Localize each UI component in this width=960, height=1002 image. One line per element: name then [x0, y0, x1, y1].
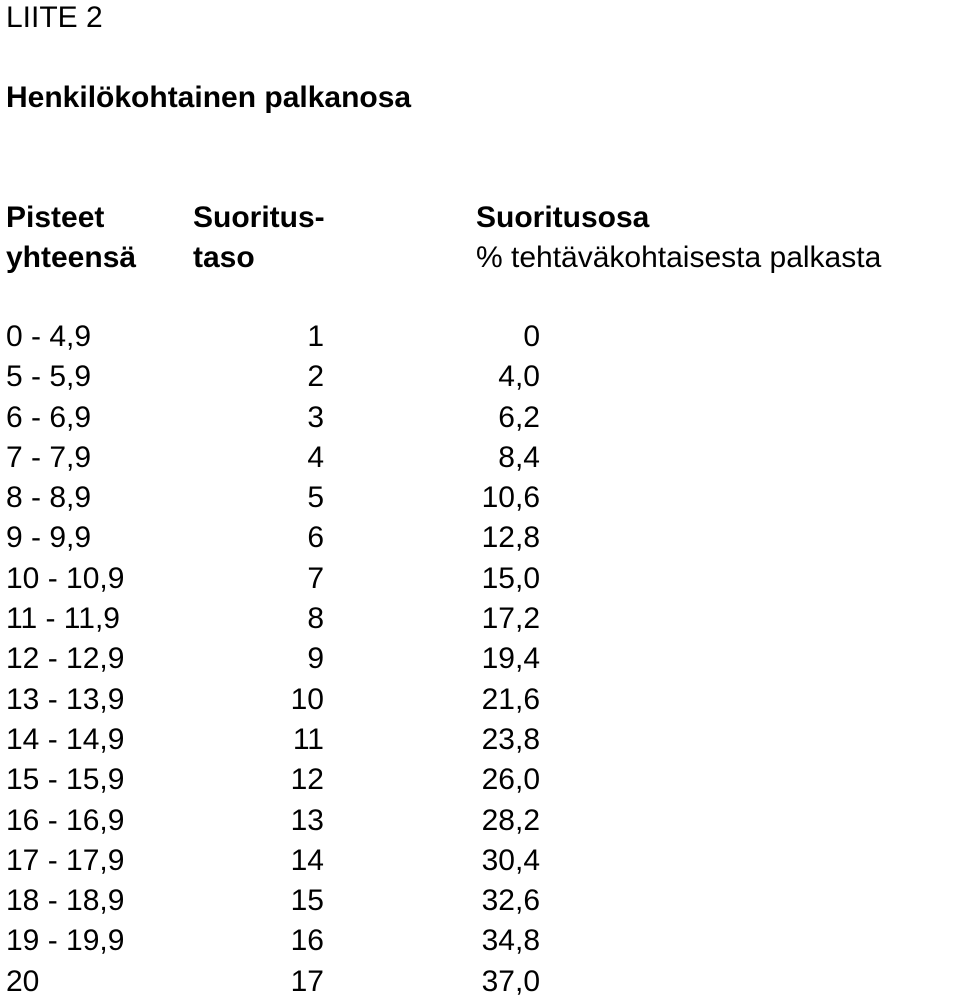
- performance-level-cell: 2: [307, 360, 324, 394]
- points-range-cell: 11 - 11,9: [6, 602, 120, 636]
- performance-level-cell: 7: [307, 561, 324, 595]
- table-row: [0, 357, 960, 397]
- points-range-cell: 9 - 9,9: [6, 521, 92, 555]
- performance-level-cell: 13: [290, 803, 324, 837]
- percent-cell: 32,6: [481, 884, 540, 918]
- points-range-cell: 7 - 7,9: [6, 440, 92, 474]
- performance-level-cell: 9: [307, 642, 324, 676]
- appendix-label: LIITE 2: [6, 1, 103, 34]
- percent-cell: 26,0: [481, 763, 540, 797]
- percent-cell: 17,2: [481, 602, 540, 636]
- header-level: [193, 198, 325, 278]
- header-percent: [476, 198, 881, 278]
- performance-level-cell: 10: [290, 682, 324, 716]
- performance-level-cell: 6: [307, 521, 324, 555]
- percent-cell: 8,4: [498, 440, 540, 474]
- points-range-cell: 15 - 15,9: [6, 763, 125, 797]
- percent-cell: 0: [523, 320, 540, 353]
- header-points-line2: yhteensä: [6, 241, 137, 274]
- points-range-cell: 0 - 4,9: [6, 320, 92, 353]
- percent-cell: 15,0: [481, 561, 540, 595]
- table-row: [0, 398, 960, 438]
- percent-cell: 30,4: [481, 843, 540, 877]
- table-row: [0, 760, 960, 800]
- points-range-cell: 19 - 19,9: [6, 924, 125, 958]
- percent-cell: 34,8: [481, 924, 540, 958]
- performance-level-cell: 15: [290, 884, 324, 918]
- points-range-cell: 10 - 10,9: [6, 561, 125, 595]
- performance-level-cell: 1: [307, 320, 324, 353]
- percent-cell: 12,8: [481, 521, 540, 555]
- percent-cell: 37,0: [481, 964, 540, 998]
- percent-cell: 19,4: [481, 642, 540, 676]
- performance-level-cell: 5: [307, 481, 324, 515]
- table-row: [0, 639, 960, 679]
- percent-cell: 6,2: [498, 400, 540, 434]
- table-row: [0, 962, 960, 1002]
- performance-level-cell: 14: [290, 843, 324, 877]
- points-range-cell: 12 - 12,9: [6, 642, 125, 676]
- table-row: [0, 478, 960, 518]
- points-range-cell: 5 - 5,9: [6, 360, 92, 394]
- points-range-cell: 6 - 6,9: [6, 400, 92, 434]
- table-row: [0, 921, 960, 961]
- performance-level-cell: 4: [307, 440, 324, 474]
- percent-cell: 4,0: [498, 360, 540, 394]
- header-percent-line2: % tehtäväkohtaisesta palkasta: [476, 241, 882, 274]
- header-points-line1: Pisteet: [6, 201, 105, 234]
- percent-cell: 10,6: [481, 481, 540, 515]
- points-range-cell: 16 - 16,9: [6, 803, 125, 837]
- performance-level-cell: 3: [307, 400, 324, 434]
- performance-level-cell: 11: [292, 722, 324, 756]
- table-row: [0, 881, 960, 921]
- header-level-line2: taso: [193, 241, 255, 274]
- points-range-cell: 8 - 8,9: [6, 481, 92, 515]
- salary-table-body: [0, 317, 960, 1002]
- header-points: [6, 198, 136, 278]
- points-range-cell: 17 - 17,9: [6, 843, 125, 877]
- table-row: [0, 841, 960, 881]
- performance-level-cell: 16: [290, 924, 324, 958]
- percent-cell: 23,8: [481, 722, 540, 756]
- performance-level-cell: 17: [290, 964, 324, 998]
- percent-cell: 28,2: [481, 803, 540, 837]
- percent-cell: 21,6: [481, 682, 540, 716]
- points-range-cell: 20: [6, 964, 40, 998]
- table-row: [0, 801, 960, 841]
- header-percent-line1: Suoritusosa: [476, 201, 650, 234]
- table-row: [0, 680, 960, 720]
- points-range-cell: 14 - 14,9: [6, 722, 125, 756]
- points-range-cell: 13 - 13,9: [6, 682, 125, 716]
- performance-level-cell: 8: [307, 602, 324, 636]
- table-row: [0, 518, 960, 558]
- points-range-cell: 18 - 18,9: [6, 884, 125, 918]
- table-row: [0, 559, 960, 599]
- table-row: [0, 317, 960, 357]
- header-level-line1: Suoritus-: [193, 201, 325, 234]
- document-title: Henkilökohtainen palkanosa: [6, 81, 412, 114]
- performance-level-cell: 12: [290, 763, 324, 797]
- table-row: [0, 599, 960, 639]
- table-row: [0, 720, 960, 760]
- table-row: [0, 438, 960, 478]
